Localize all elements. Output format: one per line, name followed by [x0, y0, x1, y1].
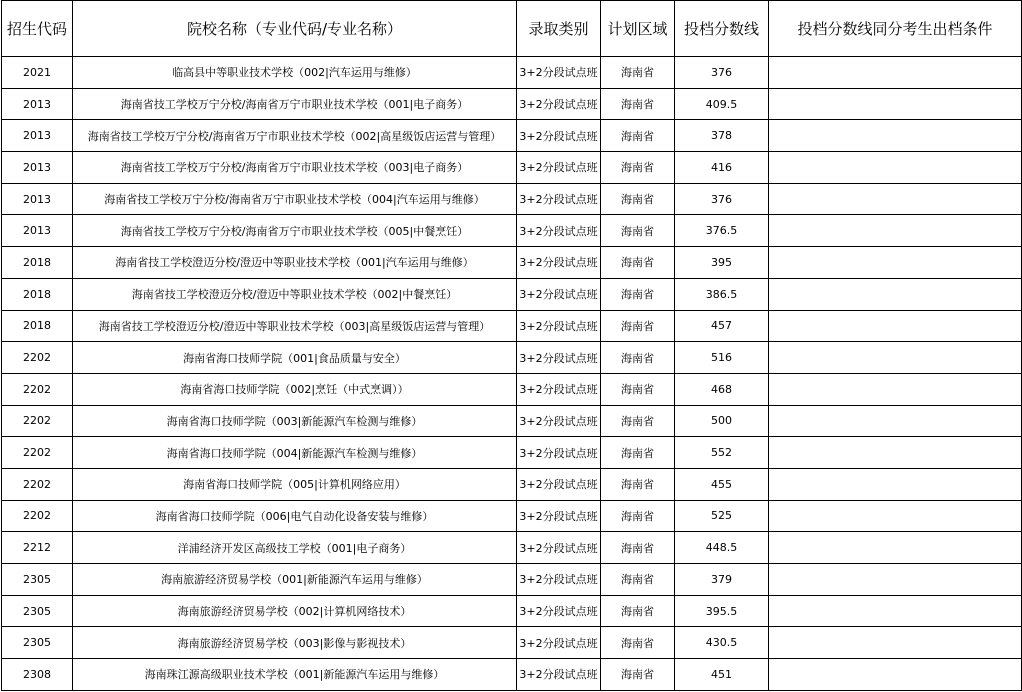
cell-school-name: 海南珠江源高级职业技术学校（001|新能源汽车运用与维修） — [73, 659, 517, 691]
cell-school-name: 海南省技工学校澄迈分校/澄迈中等职业技术学校（002|中餐烹饪） — [73, 278, 517, 310]
header-tie-condition: 投档分数线同分考生出档条件 — [769, 1, 1022, 57]
cell-score: 516 — [675, 342, 769, 374]
cell-code: 2013 — [2, 183, 73, 215]
table-row — [2, 120, 1022, 152]
cell-category: 3+2分段试点班 — [517, 373, 601, 405]
cell-region: 海南省 — [601, 564, 675, 596]
cell-score: 468 — [675, 373, 769, 405]
cell-category: 3+2分段试点班 — [517, 310, 601, 342]
cell-region: 海南省 — [601, 373, 675, 405]
cell-tie-condition — [769, 627, 1022, 659]
cell-school-name: 海南省技工学校万宁分校/海南省万宁市职业技术学校（003|电子商务） — [73, 152, 517, 184]
cell-category: 3+2分段试点班 — [517, 500, 601, 532]
cell-score: 457 — [675, 310, 769, 342]
cell-category: 3+2分段试点班 — [517, 88, 601, 120]
cell-score: 378 — [675, 120, 769, 152]
cell-category: 3+2分段试点班 — [517, 247, 601, 279]
cell-tie-condition — [769, 373, 1022, 405]
cell-tie-condition — [769, 500, 1022, 532]
cell-region: 海南省 — [601, 57, 675, 89]
cell-code: 2202 — [2, 342, 73, 374]
cell-tie-condition — [769, 215, 1022, 247]
cell-code: 2202 — [2, 468, 73, 500]
table-row — [2, 468, 1022, 500]
cell-school-name: 海南省海口技师学院（005|计算机网络应用） — [73, 468, 517, 500]
cell-school-name: 海南省海口技师学院（001|食品质量与安全） — [73, 342, 517, 374]
cell-category: 3+2分段试点班 — [517, 57, 601, 89]
cell-tie-condition — [769, 278, 1022, 310]
cell-score: 525 — [675, 500, 769, 532]
cell-code: 2212 — [2, 532, 73, 564]
cell-region: 海南省 — [601, 88, 675, 120]
cell-code: 2202 — [2, 437, 73, 469]
cell-category: 3+2分段试点班 — [517, 120, 601, 152]
cell-region: 海南省 — [601, 183, 675, 215]
cell-school-name: 海南省技工学校万宁分校/海南省万宁市职业技术学校（004|汽车运用与维修） — [73, 183, 517, 215]
cell-score: 455 — [675, 468, 769, 500]
cell-category: 3+2分段试点班 — [517, 278, 601, 310]
cell-score: 500 — [675, 405, 769, 437]
cell-code: 2013 — [2, 215, 73, 247]
cell-score: 451 — [675, 659, 769, 691]
cell-tie-condition — [769, 183, 1022, 215]
cell-region: 海南省 — [601, 247, 675, 279]
header-score: 投档分数线 — [675, 1, 769, 57]
table-row — [2, 373, 1022, 405]
cell-category: 3+2分段试点班 — [517, 659, 601, 691]
cell-tie-condition — [769, 437, 1022, 469]
cell-school-name: 海南省技工学校万宁分校/海南省万宁市职业技术学校（002|高星级饭店运营与管理） — [73, 120, 517, 152]
cell-category: 3+2分段试点班 — [517, 215, 601, 247]
table-row — [2, 659, 1022, 691]
cell-school-name: 海南旅游经济贸易学校（002|计算机网络技术） — [73, 595, 517, 627]
cell-code: 2021 — [2, 57, 73, 89]
cell-school-name: 海南省海口技师学院（004|新能源汽车检测与维修） — [73, 437, 517, 469]
header-category: 录取类别 — [517, 1, 601, 57]
cell-tie-condition — [769, 57, 1022, 89]
cell-region: 海南省 — [601, 342, 675, 374]
table-row — [2, 564, 1022, 596]
cell-score: 430.5 — [675, 627, 769, 659]
cell-region: 海南省 — [601, 437, 675, 469]
cell-tie-condition — [769, 120, 1022, 152]
cell-score: 552 — [675, 437, 769, 469]
cell-school-name: 海南旅游经济贸易学校（003|影像与影视技术） — [73, 627, 517, 659]
cell-tie-condition — [769, 468, 1022, 500]
cell-region: 海南省 — [601, 278, 675, 310]
table-header — [2, 1, 1022, 57]
cell-code: 2202 — [2, 373, 73, 405]
cell-score: 379 — [675, 564, 769, 596]
cell-code: 2202 — [2, 405, 73, 437]
cell-score: 416 — [675, 152, 769, 184]
table-row — [2, 342, 1022, 374]
cell-code: 2305 — [2, 564, 73, 596]
cell-region: 海南省 — [601, 405, 675, 437]
cell-code: 2018 — [2, 278, 73, 310]
cell-tie-condition — [769, 405, 1022, 437]
cell-region: 海南省 — [601, 500, 675, 532]
table-row — [2, 57, 1022, 89]
cell-category: 3+2分段试点班 — [517, 405, 601, 437]
cell-category: 3+2分段试点班 — [517, 437, 601, 469]
cell-score: 376.5 — [675, 215, 769, 247]
cell-code: 2308 — [2, 659, 73, 691]
cell-region: 海南省 — [601, 310, 675, 342]
cell-tie-condition — [769, 88, 1022, 120]
cell-category: 3+2分段试点班 — [517, 468, 601, 500]
cell-tie-condition — [769, 659, 1022, 691]
cell-category: 3+2分段试点班 — [517, 564, 601, 596]
cell-score: 386.5 — [675, 278, 769, 310]
cell-region: 海南省 — [601, 215, 675, 247]
header-school-name: 院校名称（专业代码/专业名称） — [73, 1, 517, 57]
cell-code: 2202 — [2, 500, 73, 532]
cell-tie-condition — [769, 595, 1022, 627]
table-row — [2, 88, 1022, 120]
cell-tie-condition — [769, 310, 1022, 342]
header-row — [2, 1, 1022, 57]
cell-school-name: 海南省技工学校澄迈分校/澄迈中等职业技术学校（001|汽车运用与维修） — [73, 247, 517, 279]
table-row — [2, 627, 1022, 659]
cell-school-name: 临高县中等职业技术学校（002|汽车运用与维修） — [73, 57, 517, 89]
cell-tie-condition — [769, 342, 1022, 374]
admission-score-table — [1, 0, 1022, 691]
cell-region: 海南省 — [601, 468, 675, 500]
cell-code: 2013 — [2, 88, 73, 120]
cell-region: 海南省 — [601, 532, 675, 564]
table-row — [2, 405, 1022, 437]
table-row — [2, 152, 1022, 184]
cell-tie-condition — [769, 532, 1022, 564]
cell-tie-condition — [769, 247, 1022, 279]
table-row — [2, 183, 1022, 215]
cell-code: 2018 — [2, 310, 73, 342]
cell-score: 409.5 — [675, 88, 769, 120]
cell-code: 2305 — [2, 627, 73, 659]
cell-school-name: 海南省技工学校万宁分校/海南省万宁市职业技术学校（005|中餐烹饪） — [73, 215, 517, 247]
cell-score: 376 — [675, 57, 769, 89]
cell-category: 3+2分段试点班 — [517, 532, 601, 564]
cell-region: 海南省 — [601, 152, 675, 184]
cell-school-name: 海南省海口技师学院（006|电气自动化设备安装与维修） — [73, 500, 517, 532]
header-region: 计划区域 — [601, 1, 675, 57]
cell-school-name: 海南省技工学校万宁分校/海南省万宁市职业技术学校（001|电子商务） — [73, 88, 517, 120]
table-row — [2, 595, 1022, 627]
cell-code: 2013 — [2, 152, 73, 184]
cell-score: 376 — [675, 183, 769, 215]
cell-region: 海南省 — [601, 120, 675, 152]
cell-region: 海南省 — [601, 659, 675, 691]
cell-score: 448.5 — [675, 532, 769, 564]
cell-score: 395 — [675, 247, 769, 279]
table-body — [2, 57, 1022, 691]
header-code: 招生代码 — [2, 1, 73, 57]
table-row — [2, 437, 1022, 469]
cell-school-name: 海南省海口技师学院（002|烹饪（中式烹调）） — [73, 373, 517, 405]
table-row — [2, 310, 1022, 342]
cell-code: 2013 — [2, 120, 73, 152]
cell-school-name: 海南省海口技师学院（003|新能源汽车检测与维修） — [73, 405, 517, 437]
cell-school-name: 海南旅游经济贸易学校（001|新能源汽车运用与维修） — [73, 564, 517, 596]
table-row — [2, 215, 1022, 247]
table-row — [2, 278, 1022, 310]
cell-category: 3+2分段试点班 — [517, 152, 601, 184]
cell-category: 3+2分段试点班 — [517, 342, 601, 374]
cell-code: 2018 — [2, 247, 73, 279]
cell-score: 395.5 — [675, 595, 769, 627]
cell-region: 海南省 — [601, 627, 675, 659]
table-row — [2, 532, 1022, 564]
cell-tie-condition — [769, 152, 1022, 184]
cell-category: 3+2分段试点班 — [517, 627, 601, 659]
cell-school-name: 海南省技工学校澄迈分校/澄迈中等职业技术学校（003|高星级饭店运营与管理） — [73, 310, 517, 342]
cell-category: 3+2分段试点班 — [517, 595, 601, 627]
cell-category: 3+2分段试点班 — [517, 183, 601, 215]
cell-region: 海南省 — [601, 595, 675, 627]
cell-code: 2305 — [2, 595, 73, 627]
table-row — [2, 247, 1022, 279]
cell-school-name: 洋浦经济开发区高级技工学校（001|电子商务） — [73, 532, 517, 564]
cell-tie-condition — [769, 564, 1022, 596]
table-row — [2, 500, 1022, 532]
